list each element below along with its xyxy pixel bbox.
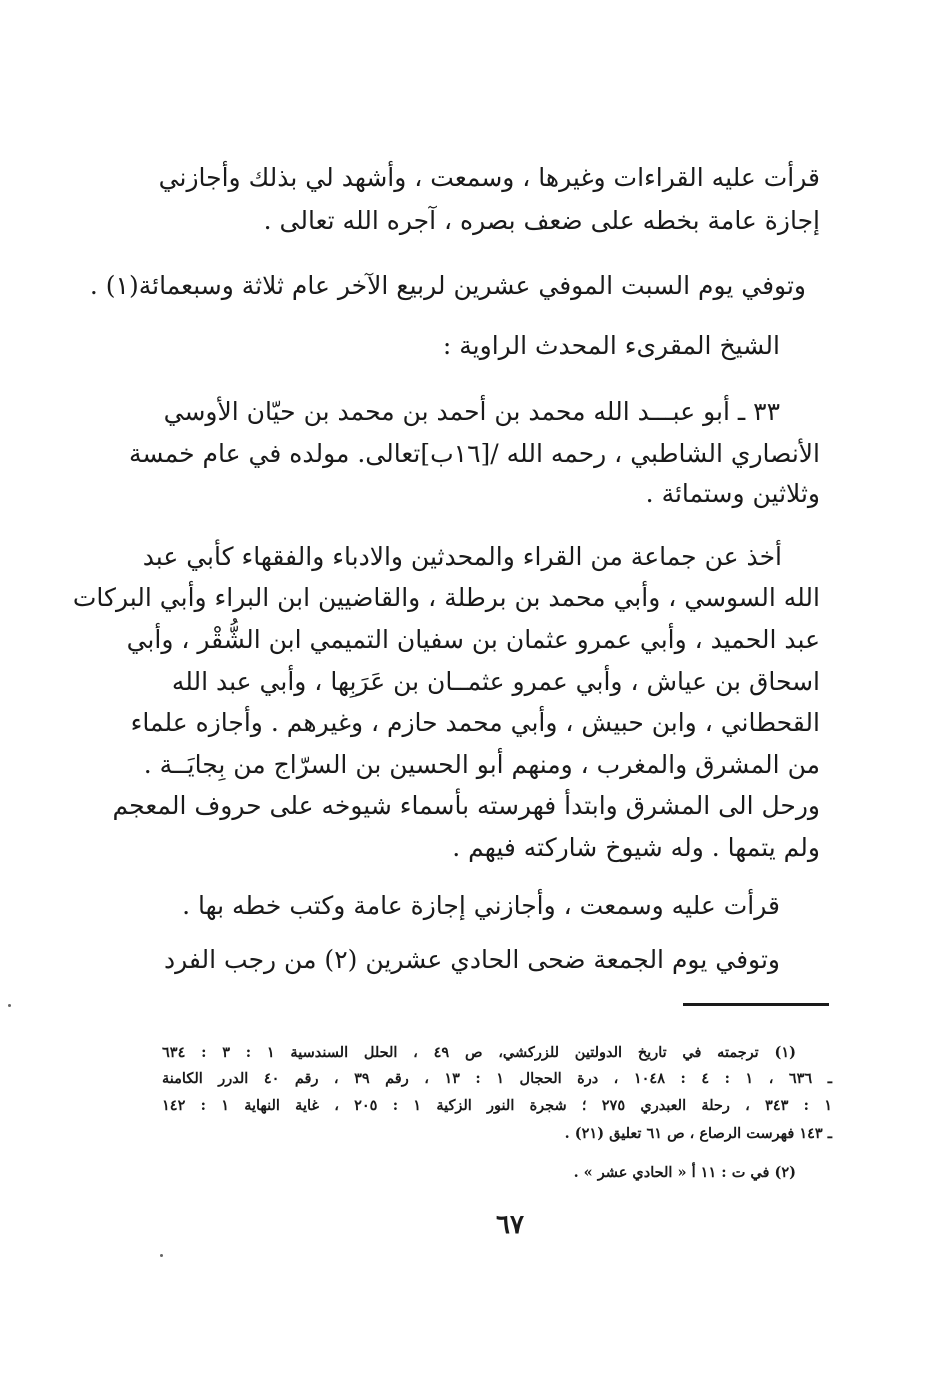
body-line: الله السوسي ، وأبي محمد بن برطلة ، والقاضيين ابن البراء وأبي البركات: [72, 583, 820, 612]
body-line: قرأت عليه وسمعت ، وأجازني إجازة عامة وكتب خطه بها .: [182, 891, 780, 920]
body-line: القحطاني ، وابن حبيش ، وأبي محمد حازم ، وغيرهم . وأجازه علماء: [130, 708, 820, 737]
body-line: إجازة عامة بخطه على ضعف بصره ، آجره الله تعالى .: [263, 206, 820, 235]
scan-speck: [8, 1004, 11, 1007]
scan-speck: [160, 1254, 163, 1257]
body-line: وثلاثين وستمائة .: [645, 479, 820, 508]
body-line: عبد الحميد ، وأبي عمرو عثمان بن سفيان التميمي ابن الشُّقْر ، وأبي: [126, 625, 820, 654]
footnote-line: ـ ١٤٣ فهرست الرصاع ، ص ٦١ تعليق (٢١) .: [564, 1125, 832, 1142]
body-line: الأنصاري الشاطبي ، رحمه الله /[١٦ب]تعالى. مولده في عام خمسة: [129, 439, 820, 468]
body-line: قرأت عليه القراءات وغيرها ، وسمعت ، وأشهد لي بذلك وأجازني: [158, 163, 820, 192]
footnote-line: (٢) في ت : ١١ أ « الحادي عشر » .: [573, 1164, 796, 1181]
page-number: ٦٧: [496, 1210, 524, 1240]
body-line: أخذ عن جماعة من القراء والمحدثين والادباء والفقهاء كأبي عبد: [142, 542, 782, 571]
body-line: ٣٣ ـ أبو عبـــد الله محمد بن أحمد بن محمد بن حيّان الأوسي: [163, 397, 780, 426]
section-heading: الشيخ المقرىء المحدث الراوية :: [442, 331, 780, 360]
body-line: ورحل الى المشرق وابتدأ فهرسته بأسماء شيوخه على حروف المعجم: [112, 791, 820, 820]
body-line: وتوفي يوم السبت الموفي عشرين لربيع الآخر عام ثلاثة وسبعمائة(١) .: [89, 271, 806, 300]
body-line: ولم يتمها . وله شيوخ شاركته فيهم .: [452, 833, 820, 862]
body-line: وتوفي يوم الجمعة ضحى الحادي عشرين (٢) من رجب الفرد: [163, 945, 780, 974]
footnote-line: ١ : ٣٤٣ ، رحلة العبدري ٢٧٥ ؛ شجرة النور الزكية ١ : ٢٠٥ ، غاية النهاية ١ : ١٤٢: [162, 1097, 833, 1114]
body-line: من المشرق والمغرب ، ومنهم أبو الحسين بن السرّاج من بِجايَــة .: [143, 750, 820, 779]
footnote-separator: [683, 1003, 829, 1006]
body-line: اسحاق بن عياش ، وأبي عمرو عثمــان بن عَرَبِها ، وأبي عبد الله: [171, 667, 820, 696]
footnote-line: ـ ٦٣٦ ، ١ : ٤ : ١٠٤٨ ، درة الحجال ١ : ١٣ ، رقم ٣٩ ، رقم ٤٠ الدرر الكامنة: [162, 1070, 832, 1087]
footnote-line: (١) ترجمته في تاريخ الدولتين للزركشي، ص ٤٩ ، الحلل السندسية ١ : ٣ : ٦٣٤: [162, 1044, 796, 1061]
